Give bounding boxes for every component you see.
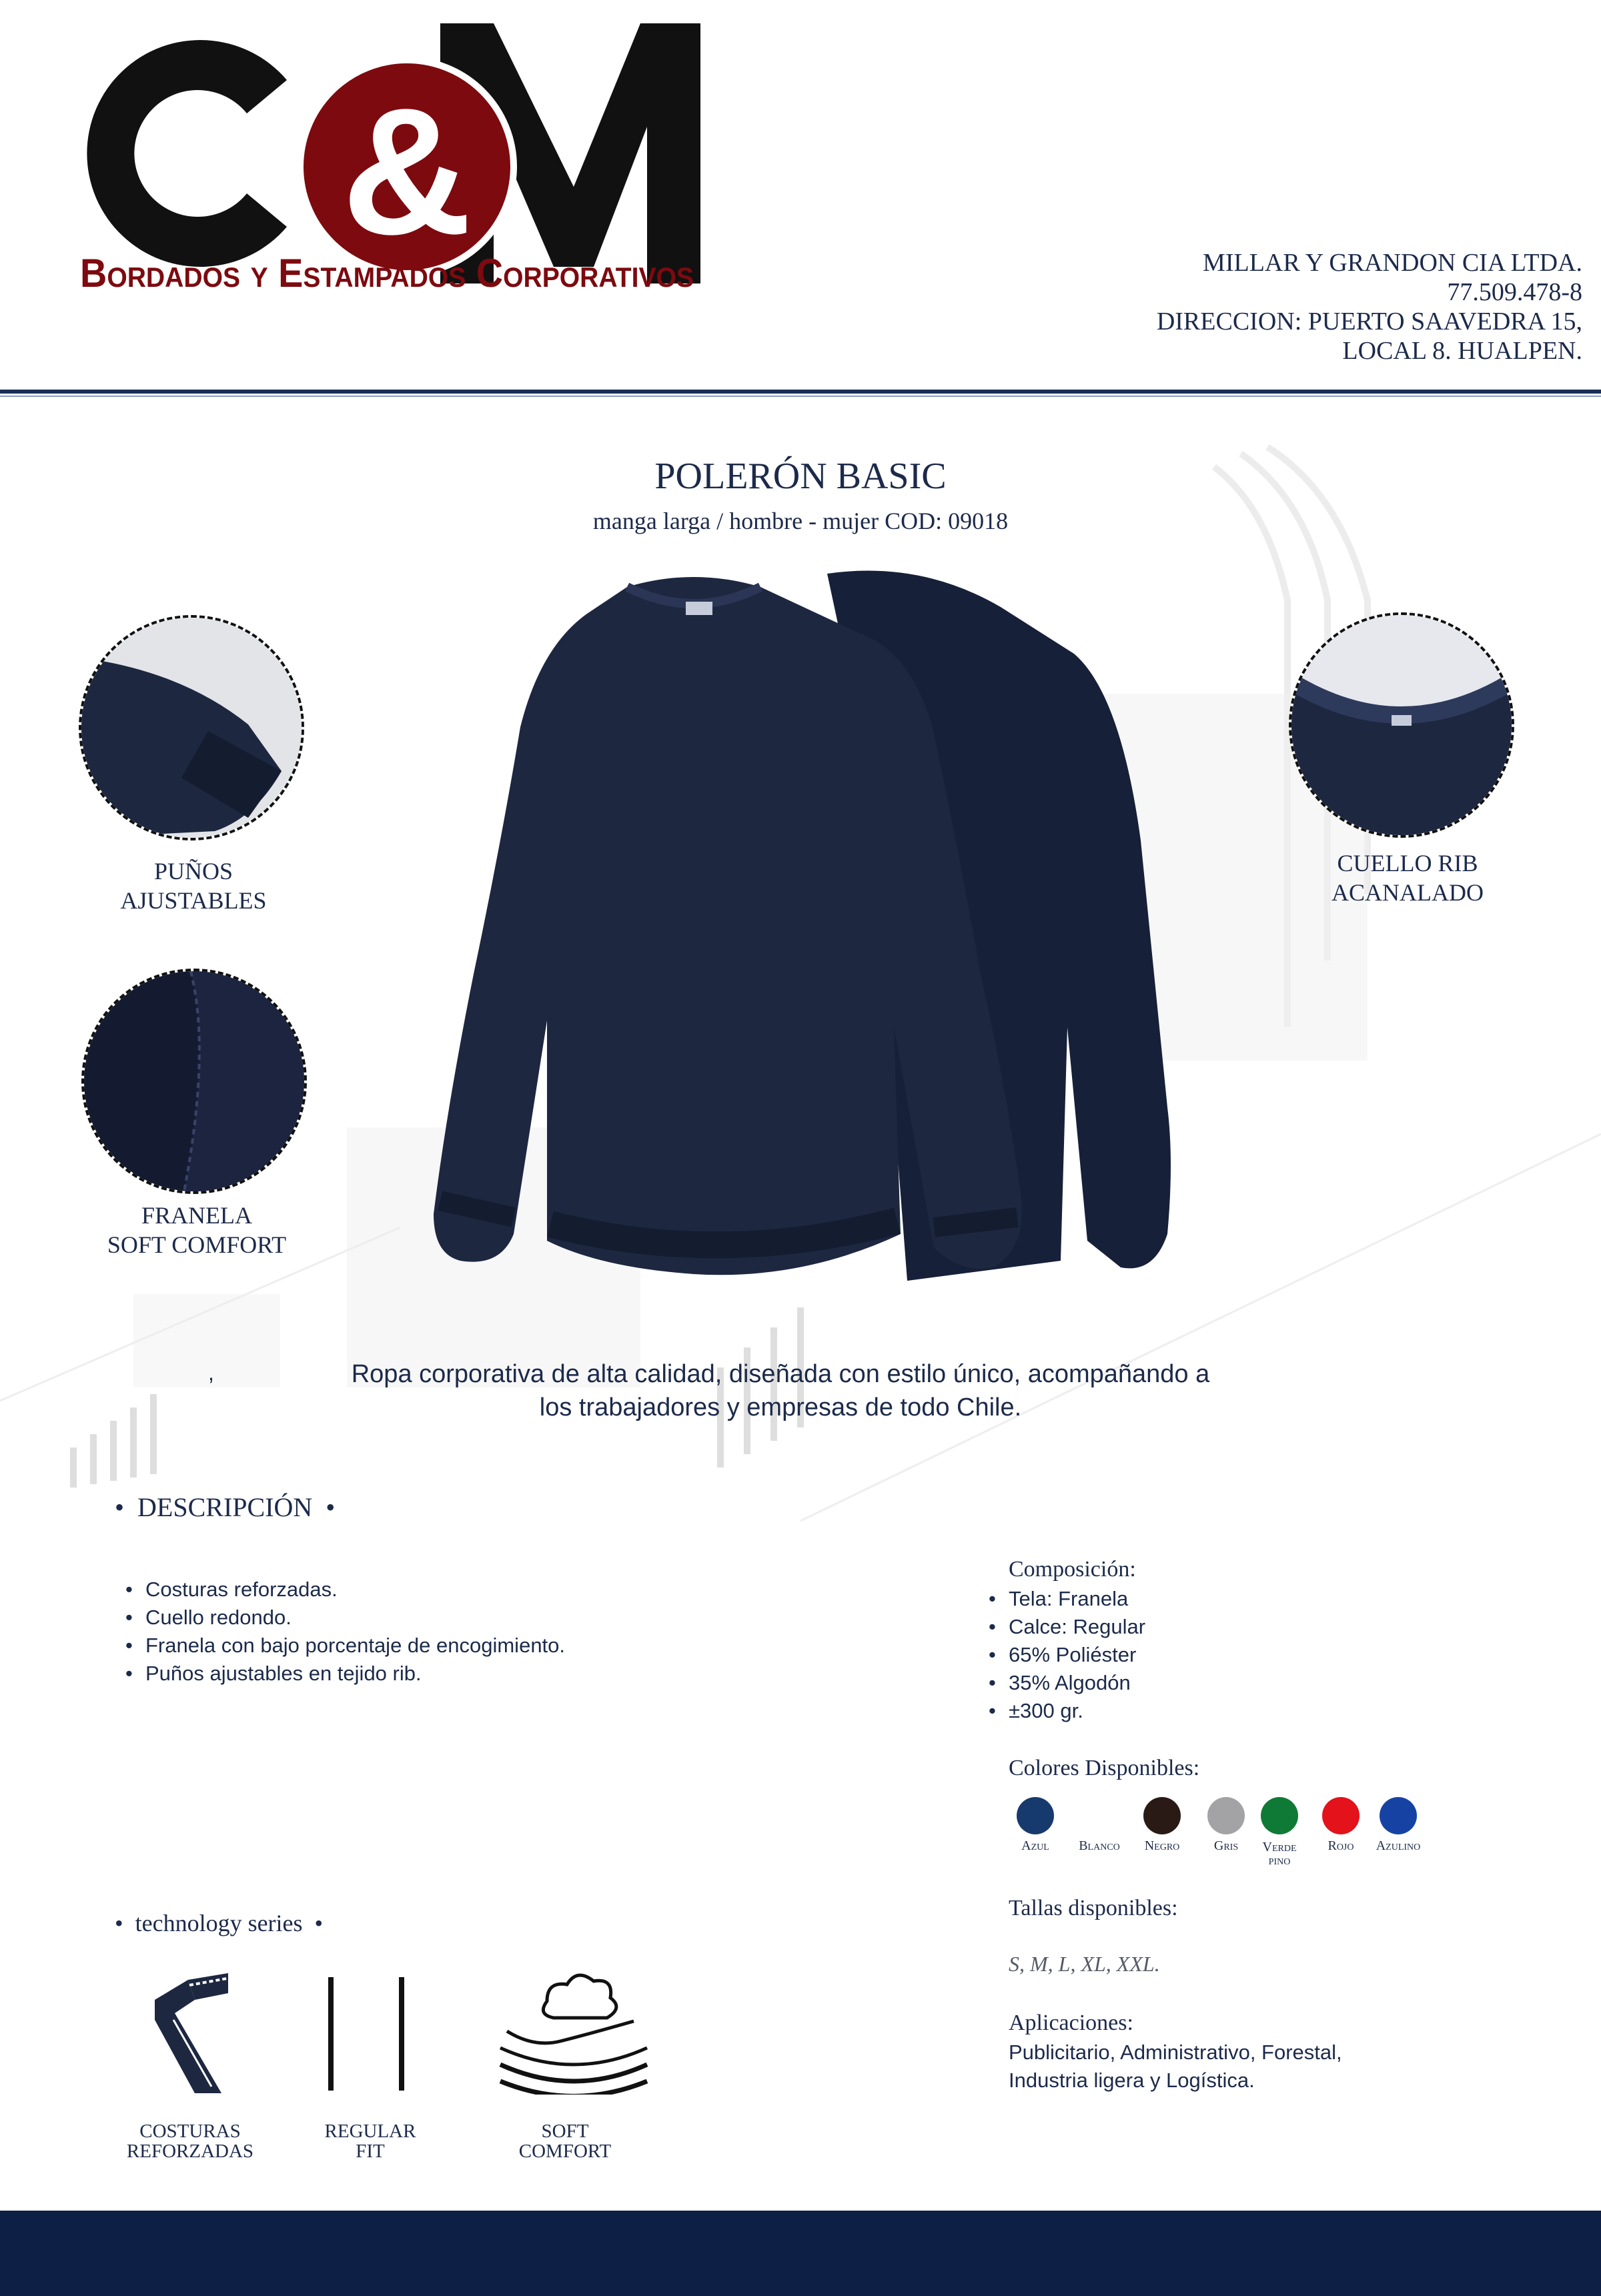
- tech-label-comfort-line1: SOFT: [541, 2121, 589, 2142]
- swatch-verde-label2: pino: [1268, 1853, 1291, 1868]
- company-rut: 77.509.478-8: [1447, 278, 1582, 306]
- header-divider-thin: [0, 396, 1601, 397]
- tech-label-seams-line2: REFORZADAS: [126, 2141, 254, 2162]
- tech-label-fit-line1: REGULAR: [324, 2121, 416, 2142]
- collar-label-line2: ACANALADO: [1331, 879, 1484, 906]
- tagline-line2: los trabajadores y empresas de todo Chile.: [539, 1393, 1022, 1421]
- collar-label: [1301, 848, 1514, 907]
- colors-heading: Colores Disponibles:: [1009, 1756, 1200, 1780]
- swatch-blanco-label: Blanco: [1079, 1838, 1120, 1853]
- swatch-gris-label: Gris: [1213, 1838, 1239, 1853]
- tech-label-fit: [280, 2121, 460, 2161]
- swatch-azulino-dot: [1380, 1797, 1417, 1834]
- swatch-blanco-dot: [1081, 1797, 1118, 1834]
- cuff-label-line1: PUÑOS: [153, 858, 233, 885]
- reinforced-seams-icon: [148, 1973, 235, 2093]
- swatch-rojo-label: Rojo: [1327, 1838, 1354, 1853]
- color-swatches: [995, 1797, 1476, 1870]
- product-subtitle: manga larga / hombre - mujer COD: 09018: [592, 508, 1009, 534]
- description-item: • Costuras reforzadas.: [117, 1576, 718, 1604]
- footer-bar: [0, 2211, 1601, 2296]
- applications-heading: Aplicaciones:: [1009, 2011, 1133, 2035]
- cuff-detail-image: [79, 615, 304, 840]
- applications-line1: Publicitario, Administrativo, Forestal,: [1009, 2041, 1342, 2064]
- tech-label-seams-line1: COSTURAS: [139, 2121, 241, 2142]
- sizes-heading: Tallas disponibles:: [1009, 1896, 1178, 1920]
- composition-item: • 35% Algodón: [981, 1669, 1381, 1697]
- swatch-negro-label: Negro: [1144, 1838, 1180, 1853]
- swatch-azulino-label: Azulino: [1376, 1838, 1421, 1853]
- product-title: POLERÓN BASIC: [654, 456, 947, 497]
- header-divider: [0, 390, 1601, 394]
- collar-detail-image: [1289, 612, 1514, 838]
- tech-label-seams: [100, 2121, 280, 2161]
- technology-heading: • technology series •: [115, 1910, 324, 1936]
- swatch-verde-label: Verde: [1262, 1840, 1297, 1854]
- logo-tagline: Bordados y Estampados Corporativos: [80, 251, 694, 294]
- description-item: • Franela con bajo porcentaje de encogimiento.: [117, 1632, 718, 1660]
- description-heading: • DESCRIPCIÓN •: [115, 1492, 336, 1522]
- composition-item: • 65% Poliéster: [981, 1641, 1381, 1669]
- swatch-azul-label: Azul: [1021, 1838, 1049, 1853]
- tech-label-comfort-line2: COMFORT: [518, 2141, 612, 2162]
- swatch-negro-dot: [1143, 1797, 1181, 1834]
- applications-line2: Industria ligera y Logística.: [1009, 2069, 1255, 2092]
- sizes-value: S, M, L, XL, XXL.: [1009, 1952, 1160, 1976]
- company-logo: [67, 13, 707, 294]
- tech-label-fit-line2: FIT: [356, 2141, 385, 2162]
- description-item: • Cuello redondo.: [117, 1604, 718, 1632]
- svg-text:&: &: [342, 71, 472, 272]
- description-item: • Puños ajustables en tejido rib.: [117, 1660, 718, 1688]
- tagline: [307, 1357, 1254, 1424]
- cuff-label: [93, 856, 294, 915]
- cuff-label-line2: AJUSTABLES: [120, 887, 267, 914]
- swatch-gris-dot: [1207, 1797, 1245, 1834]
- composition-heading: Composición:: [1009, 1557, 1136, 1582]
- composition-list: [981, 1585, 1381, 1725]
- composition-item: • Calce: Regular: [981, 1613, 1381, 1641]
- description-list: [117, 1576, 718, 1688]
- regular-fit-icon: [323, 1977, 410, 2091]
- tagline-line1: Ropa corporativa de alta calidad, diseñada con estilo único, acompañando a: [351, 1360, 1210, 1388]
- swatch-rojo-dot: [1322, 1797, 1360, 1834]
- composition-item: • ±300 gr.: [981, 1697, 1381, 1725]
- collar-label-line1: CUELLO RIB: [1337, 850, 1478, 877]
- composition-item: • Tela: Franela: [981, 1585, 1381, 1613]
- company-name: MILLAR Y GRANDON CIA LTDA.: [1203, 249, 1582, 277]
- applications-text: [1009, 2039, 1342, 2095]
- product-image: [320, 560, 1254, 1314]
- company-address-line1: DIRECCION: PUERTO SAAVEDRA 15,: [1156, 308, 1582, 336]
- tech-label-comfort: [475, 2121, 655, 2161]
- fabric-detail-image: [81, 969, 307, 1194]
- fabric-label-line1: FRANELA: [141, 1202, 252, 1229]
- swatch-azul-dot: [1017, 1797, 1054, 1834]
- stray-comma: ,: [208, 1361, 214, 1385]
- soft-comfort-icon: [494, 1968, 654, 2095]
- fabric-label-line2: SOFT COMFORT: [107, 1231, 287, 1258]
- swatch-verde-dot: [1261, 1797, 1298, 1834]
- fabric-label: [87, 1201, 307, 1259]
- company-address-line2: LOCAL 8. HUALPEN.: [1342, 337, 1582, 365]
